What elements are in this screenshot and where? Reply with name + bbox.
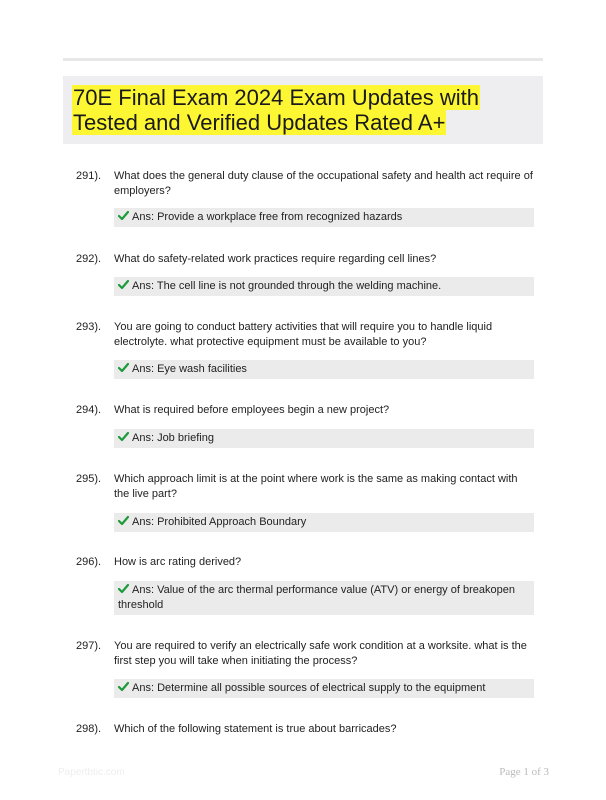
answer-box: [114, 360, 534, 379]
question-number: 296).: [76, 556, 102, 568]
question-text: Which of the following statement is true about barricades?: [114, 723, 397, 735]
answer-text: Ans: Eye wash facilities: [132, 363, 247, 375]
question-text: What do safety-related work practices require regarding cell lines?: [114, 253, 437, 265]
answer-text: Ans: Determine all possible sources of electrical supply to the equipment: [132, 682, 486, 694]
question-number: 297).: [76, 640, 102, 652]
check-icon: [118, 279, 129, 290]
answer-text: Ans: Provide a workplace free from recognized hazards: [132, 211, 403, 223]
answer-box: [114, 277, 534, 296]
document-title: [72, 85, 542, 135]
watermark-text: Papertbtic.com: [58, 767, 125, 778]
answer-text: Ans: Job briefing: [132, 432, 214, 444]
check-icon: [118, 362, 129, 373]
question-number: 298).: [76, 723, 102, 735]
question-text: What is required before employees begin a new project?: [114, 404, 390, 416]
question-number: 294).: [76, 404, 102, 416]
question-text: You are going to conduct battery activities that will require you to handle liquid electrolyte. what protective equipment must be available to you?: [114, 321, 493, 348]
question-number: 293).: [76, 321, 102, 333]
answer-box: [114, 581, 534, 615]
check-icon: [118, 515, 129, 526]
check-icon: [118, 681, 129, 692]
answer-box: [114, 429, 534, 448]
question-text: What does the general duty clause of the occupational safety and health act require of employers?: [114, 170, 533, 197]
question-number: 291).: [76, 170, 102, 182]
answer-text: Ans: Prohibited Approach Boundary: [132, 516, 307, 528]
question-text: You are required to verify an electrically safe work condition at a worksite. what is the first step you will take when initiating the process?: [114, 640, 527, 667]
answer-box: [114, 679, 534, 698]
question-number: 292).: [76, 253, 102, 265]
check-icon: [118, 431, 129, 442]
question-text: How is arc rating derived?: [114, 556, 242, 568]
page-indicator: Page 1 of 3: [499, 766, 549, 778]
answer-text: Ans: The cell line is not grounded through the welding machine.: [132, 280, 442, 292]
title-banner: [63, 76, 543, 144]
top-divider: [63, 58, 543, 61]
question-number: 295).: [76, 473, 102, 485]
answer-box: [114, 513, 534, 532]
check-icon: [118, 583, 129, 594]
answer-text: Ans: Value of the arc thermal performance value (ATV) or energy of breakopen threshold: [118, 584, 515, 611]
answer-box: [114, 208, 534, 227]
check-icon: [118, 210, 129, 221]
document-title-text: 70E Final Exam 2024 Exam Updates with Tested and Verified Updates Rated A+: [73, 85, 479, 135]
question-text: Which approach limit is at the point where work is the same as making contact with the live part?: [114, 473, 518, 500]
